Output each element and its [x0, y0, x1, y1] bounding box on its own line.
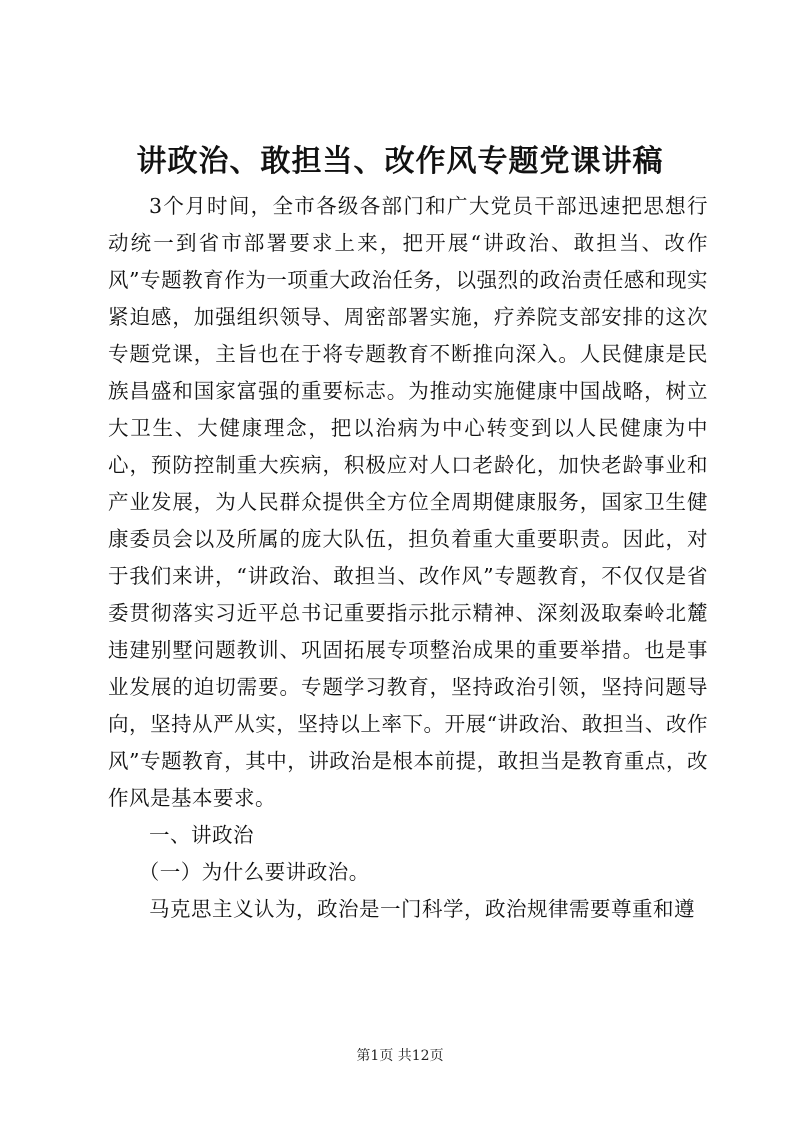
- section-heading: 一、讲政治: [149, 823, 254, 847]
- document-body: [108, 188, 708, 928]
- body-paragraph-2: 马克思主义认为，政治是一门科学，政治规律需要尊重和遵: [149, 897, 695, 921]
- document-title: 讲政治、敢担当、改作风专题党课讲稿: [136, 144, 664, 179]
- page-number-footer: 第1页 共12页: [356, 1048, 444, 1064]
- body-paragraph-1: 3个月时间，全市各级各部门和广大党员干部迅速把思想行动统一到省市部署要求上来，把开展“讲政治、敢担当、改作风”专题教育作为一项重大政治任务，以强烈的政治责任感和现实紧迫感，加强组织领导、周密部署实施，疗养院支部安排的这次专题党课，主旨也在于将专题教育不断推向深入。人民健康是民族昌盛和国家富强的重要标志。为推动实施健康中国战略，树立大卫生、大健康理念，把以治病为中心转变到以人民健康为中心，预防控制重大疾病，积极应对人口老龄化，加快老龄事业和产业发展，为人民群众提供全方位全周期健康服务，国家卫生健康委员会以及所属的庞大队伍，担负着重大重要职责。因此，对于我们来讲，“讲政治、敢担当、改作风”专题教育，不仅仅是省委贯彻落实习近平总书记重要指示批示精神、深刻汲取秦岭北麓违建别墅问题教训、巩固拓展专项整治成果的重要举措。也是事业发展的迫切需要。专题学习教育，坚持政治引领，坚持问题导向，坚持从严从实，坚持以上率下。开展“讲政治、敢担当、改作风”专题教育，其中，讲政治是根本前提，敢担当是教育重点，改作风是基本要求。: [108, 194, 708, 810]
- subsection-heading: （一）为什么要讲政治。: [138, 860, 370, 884]
